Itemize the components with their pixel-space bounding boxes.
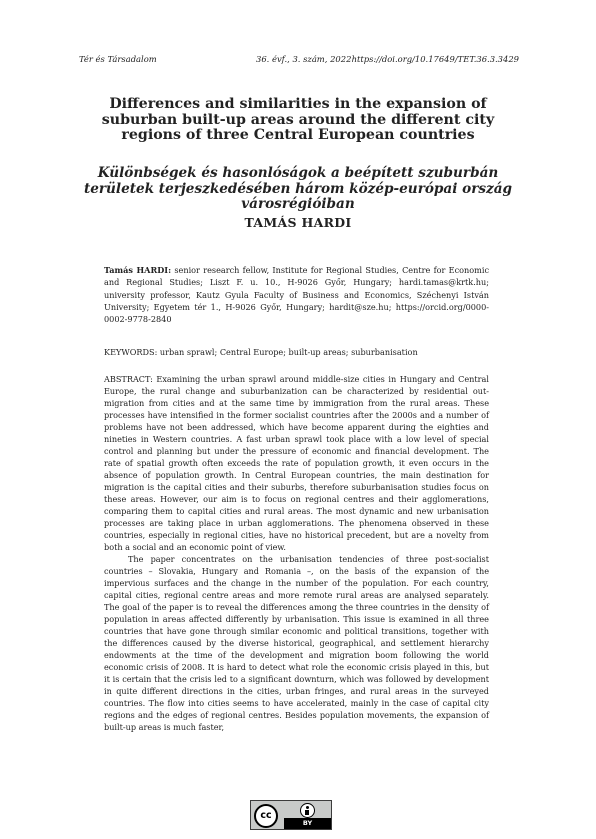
- by-label: BY: [284, 818, 331, 829]
- affiliation-text: senior research fellow, Institute for Regional Studies, Centre for Economic and Regional Studies; Liszt F. u. 10., H-9026 Győr, Hungary; hardi.tamas@krtk.hu; university professor, Kautz Gyula Faculty of Business and Economics, Széchenyi István University; Egyetem tér 1., H-9026 Győr, Hungary; hardit@sze.hu; https://orcid.org/0000-0002-9778-2840: [104, 265, 489, 325]
- journal-name: Tér és Társadalom: [79, 54, 157, 64]
- doi-link[interactable]: https://doi.org/10.17649/TET.36.3.3429: [351, 54, 519, 64]
- issue-info: 36. évf., 3. szám, 2022: [256, 54, 352, 64]
- paper-subtitle-hungarian: Különbségek és hasonlóságok a beépített szuburbán területek terjeszkedésében három közép-európai ország városrégióiban: [83, 165, 513, 212]
- abstract-paragraph-1: ABSTRACT: Examining the urban sprawl around middle-size cities in Hungary and Central Europe, the rural change and suburbanization can be characterized by residential out-migration from cities and at the same time by immigration from the rural areas. These processes have intensified in the former socialist countries after the 2000s and a number of problems have not been addressed, which have become apparent during the eighties and nineties in Western countries. A fast urban sprawl took place with a low level of special control and planning but under the pressure of economic and financial development. The rate of spatial growth often exceeds the rate of population growth, it even occurs in the absence of population growth. In Central European countries, the main destination for migration is the capital cities and their suburbs, therefore suburbanisation studies focus on these areas. However, our aim is to focus on regional centres and their agglomerations, comparing them to capital cities and rural areas. The most dynamic and new urbanisation processes are taking place in urban agglomerations. The phenomena observed in these countries, especially in regional cities, have no historical precedent, but are a novelty from both a social and an economic point of view.: [104, 374, 489, 552]
- paper-title: Differences and similarities in the expansion of suburban built-up areas around the different city regions of three Central European countries: [101, 96, 495, 143]
- affiliation-author-name: Tamás HARDI:: [104, 265, 172, 275]
- author-name: TAMÁS HARDI: [244, 215, 352, 230]
- abstract-paragraph-2: The paper concentrates on the urbanisation tendencies of three post-socialist countries – Slovakia, Hungary and Romania –, on the basis of the expansion of the impervious surfaces and the change in the number of the population. For each country, capital cities, regional centre areas and more remote rural areas are analysed separately. The goal of the paper is to reveal the differences among the three countries in the density of population in areas affected differently by urbanisation. This issue is examined in all three countries that have gone through similar economic and political transitions, together with the differences caused by the diverse historical, geographical, and settlement hierarchy endowments at the time of the development and migration boom following the world economic crisis of 2008. It is hard to detect what role the economic crisis played in this, but it is certain that the crisis led to a significant downturn, which was followed by development in quite different directions in the cities, urban fringes, and rural areas in the surveyed countries. The flow into cities seems to have accelerated, mainly in the case of capital city regions and the edges of regional centres. Besides population movements, the expansion of built-up areas is much faster,: [104, 554, 489, 732]
- cc-by-license-badge[interactable]: [250, 800, 332, 830]
- author-affiliation: [104, 264, 489, 325]
- running-header: [79, 54, 519, 68]
- abstract: [104, 373, 489, 733]
- keywords: KEYWORDS: urban sprawl; Central Europe; built-up areas; suburbanisation: [104, 347, 418, 357]
- attribution-person-icon: [300, 803, 315, 818]
- creative-commons-icon: cc: [254, 804, 278, 828]
